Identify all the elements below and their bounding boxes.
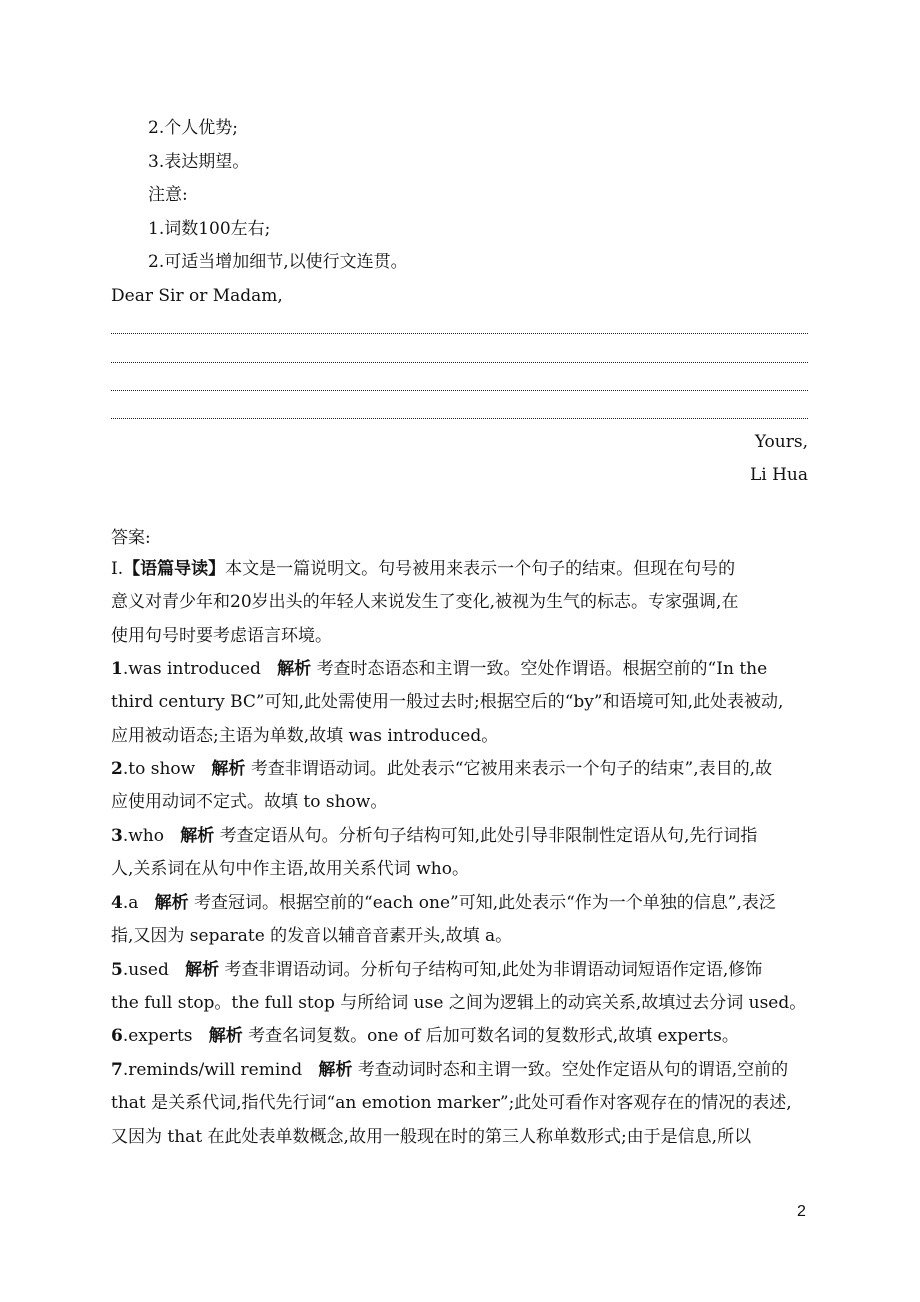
prompt-line-4: 1.词数100左右; (148, 219, 271, 239)
answer-number: 5 (111, 960, 123, 980)
analysis-label: 解析 (154, 893, 189, 913)
writing-line (111, 418, 808, 419)
analysis-label: 解析 (208, 1026, 243, 1046)
answer-7-line-3: 又因为 that 在此处表单数概念,故用一般现在时的第三人称单数形式;由于是信息,所以 (111, 1127, 752, 1147)
answer-3-line-2: 人,关系词在从句中作主语,故用关系代词 who。 (111, 859, 469, 879)
analysis-text: 考查时态语态和主谓一致。空处作谓语。根据空前的“In the (316, 659, 768, 679)
analysis-text: 考查非谓语动词。分析句子结构可知,此处为非谓语动词短语作定语,修饰 (224, 960, 763, 980)
answer-number: 7 (111, 1060, 123, 1080)
analysis-label: 解析 (277, 659, 312, 679)
prompt-line-1: 2.个人优势; (148, 118, 238, 138)
answer-7-line-2: that 是关系代词,指代先行词“an emotion marker”;此处可看作对客观存在的情况的表述, (111, 1093, 792, 1113)
analysis-text: 考查定语从句。分析句子结构可知,此处引导非限制性定语从句,先行词指 (219, 826, 758, 846)
answer-number: 1 (111, 659, 123, 679)
answer-5-line-1 (111, 960, 762, 980)
writing-line (111, 333, 808, 334)
analysis-label: 解析 (211, 759, 246, 779)
answer-1-line-2: third century BC”可知,此处需使用一般过去时;根据空后的“by”和语境可知,此处表被动, (111, 692, 784, 712)
page-number: 2 (797, 1203, 806, 1220)
answer-value: .used (122, 960, 169, 980)
answer-2-line-1 (111, 759, 772, 779)
letter-salutation: Dear Sir or Madam, (111, 286, 283, 306)
answer-value: .experts (122, 1026, 193, 1046)
intro-line-1 (111, 559, 735, 579)
answer-value: .who (122, 826, 164, 846)
analysis-label: 解析 (180, 826, 215, 846)
answer-value: .a (122, 893, 139, 913)
intro-text: 本文是一篇说明文。句号被用来表示一个句子的结束。但现在句号的 (225, 559, 736, 579)
intro-prefix: Ⅰ. (111, 559, 124, 579)
answer-number: 6 (111, 1026, 123, 1046)
answer-4-line-1 (111, 893, 776, 913)
answer-7-line-1 (111, 1060, 788, 1080)
answer-1-line-3: 应用被动语态;主语为单数,故填 was introduced。 (111, 726, 499, 746)
answer-value: .reminds/will remind (122, 1060, 303, 1080)
answer-4-line-2: 指,又因为 separate 的发音以辅音音素开头,故填 a。 (111, 926, 513, 946)
answer-value: .to show (122, 759, 196, 779)
prompt-line-5: 2.可适当增加细节,以使行文连贯。 (148, 252, 408, 272)
answer-heading: 答案: (111, 528, 151, 548)
answer-6-line-1 (111, 1026, 739, 1046)
letter-closing: Yours, (754, 432, 808, 452)
analysis-text: 考查非谓语动词。此处表示“它被用来表示一个句子的结束”,表目的,故 (250, 759, 773, 779)
analysis-text: 考查冠词。根据空前的“each one”可知,此处表示“作为一个单独的信息”,表泛 (194, 893, 776, 913)
answer-2-line-2: 应使用动词不定式。故填 to show。 (111, 792, 388, 812)
intro-line-3: 使用句号时要考虑语言环境。 (111, 626, 332, 646)
letter-signature: Li Hua (749, 465, 808, 485)
answer-5-line-2: the full stop。the full stop 与所给词 use 之间为逻辑上的动宾关系,故填过去分词 used。 (111, 993, 807, 1013)
answer-number: 4 (111, 893, 123, 913)
answer-number: 3 (111, 826, 123, 846)
answer-number: 2 (111, 759, 123, 779)
writing-line (111, 390, 808, 391)
prompt-line-2: 3.表达期望。 (148, 152, 250, 172)
analysis-label: 解析 (185, 960, 220, 980)
writing-line (111, 362, 808, 363)
answer-3-line-1 (111, 826, 757, 846)
analysis-text: 考查名词复数。one of 后加可数名词的复数形式,故填 experts。 (248, 1026, 739, 1046)
answer-value: .was introduced (122, 659, 261, 679)
answer-1-line-1 (111, 659, 767, 679)
analysis-text: 考查动词时态和主谓一致。空处作定语从句的谓语,空前的 (357, 1060, 789, 1080)
prompt-line-3: 注意: (148, 185, 188, 205)
intro-tag: 【语篇导读】 (123, 559, 226, 579)
analysis-label: 解析 (318, 1060, 353, 1080)
intro-line-2: 意义对青少年和20岁出头的年轻人来说发生了变化,被视为生气的标志。专家强调,在 (111, 592, 739, 612)
